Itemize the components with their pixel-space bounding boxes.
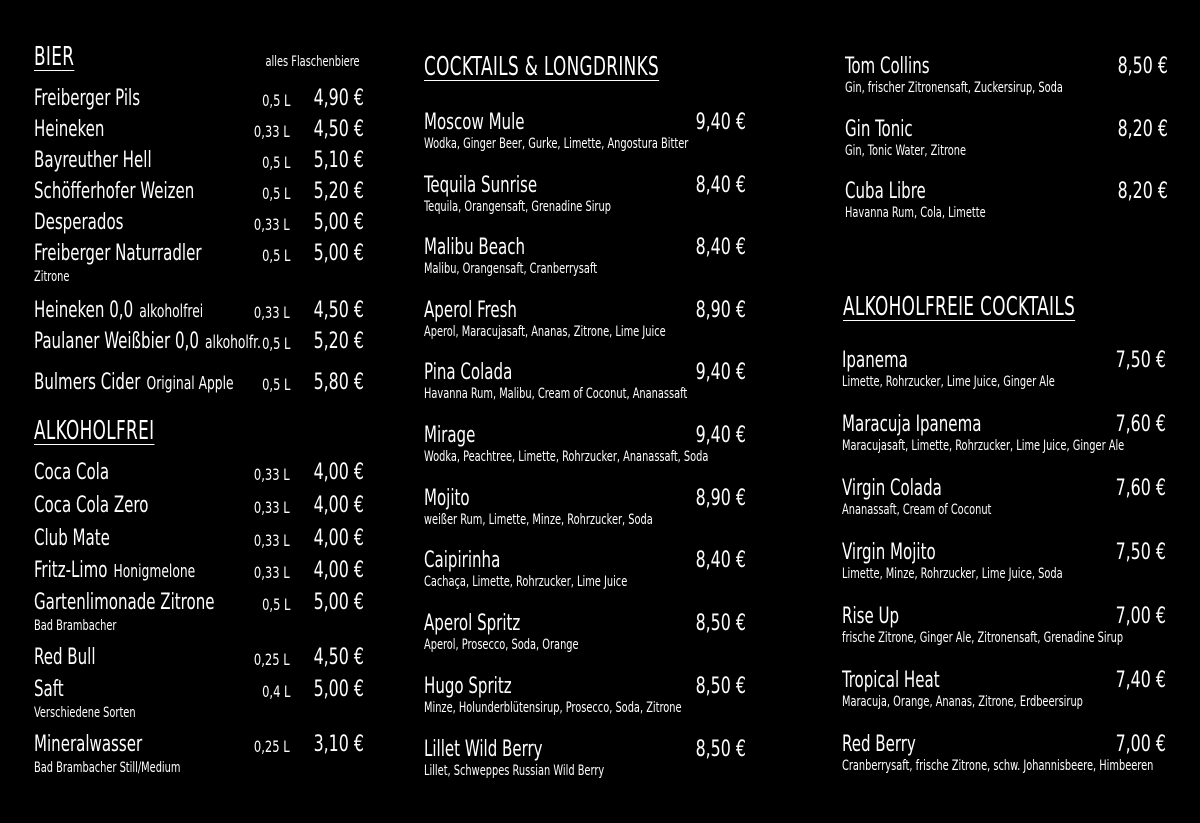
item-price: 8,50 €	[1117, 54, 1168, 79]
item-size: 0,5 L	[261, 595, 290, 614]
item-description: weißer Rum, Limette, Minze, Rohrzucker, Soda	[424, 512, 653, 528]
item-price: 4,00 €	[313, 460, 364, 485]
item-description: Cachaça, Limette, Rohrzucker, Lime Juice	[424, 574, 628, 590]
item-size: 0,4 L	[261, 682, 290, 701]
item-description: Gin, Tonic Water, Zitrone	[845, 143, 967, 159]
item-description: Aperol, Prosecco, Soda, Orange	[424, 637, 579, 653]
item-price: 4,00 €	[313, 558, 364, 583]
item-price: 5,00 €	[313, 210, 364, 235]
item-price: 8,90 €	[695, 298, 746, 323]
item-size: 0,33 L	[254, 465, 290, 484]
item-price: 9,40 €	[695, 110, 746, 135]
item-price: 9,40 €	[695, 360, 746, 385]
item-description: Wodka, Ginger Beer, Gurke, Limette, Angostura Bitter	[424, 136, 689, 152]
menu-item	[842, 732, 1166, 774]
item-price: 7,60 €	[1115, 476, 1166, 501]
item-name: Pina Colada	[424, 360, 513, 385]
menu-item	[424, 611, 746, 653]
item-price: 5,20 €	[313, 179, 364, 204]
item-size: 0,5 L	[261, 334, 290, 353]
item-description: Limette, Rohrzucker, Lime Juice, Ginger Ale	[842, 374, 1055, 390]
item-description: frische Zitrone, Ginger Ale, Zitronensaft, Grenadine Sirup	[842, 630, 1124, 646]
item-size: 0,5 L	[261, 375, 290, 394]
item-name: Tequila Sunrise	[424, 173, 538, 198]
cocktails-heading: COCKTAILS & LONGDRINKS	[424, 52, 660, 82]
item-description: Zitrone	[34, 269, 70, 285]
item-price: 5,10 €	[313, 148, 364, 173]
item-name: Schöfferhofer Weizen	[34, 179, 195, 204]
menu-item	[842, 540, 1166, 582]
item-price: 8,50 €	[695, 674, 746, 699]
item-name: Coca Cola Zero	[34, 493, 149, 518]
item-price: 4,50 €	[313, 117, 364, 142]
menu-item	[845, 117, 1168, 159]
menu-item	[424, 423, 746, 465]
menu-item	[34, 460, 364, 486]
item-description: Verschiedene Sorten	[34, 705, 136, 721]
item-size: 0,33 L	[254, 122, 290, 141]
alkoholfrei-heading: ALKOHOLFREI	[34, 416, 155, 446]
menu-item	[424, 173, 746, 215]
item-name: Red Berry	[842, 732, 916, 757]
menu-item	[34, 526, 364, 552]
item-price: 8,50 €	[695, 737, 746, 762]
item-size: 0,25 L	[254, 650, 290, 669]
menu-item	[842, 412, 1166, 454]
item-price: 7,00 €	[1115, 604, 1166, 629]
item-name: Freiberger Pils	[34, 86, 141, 111]
item-name: Saft	[34, 677, 64, 702]
menu-item	[424, 548, 746, 590]
menu-item	[34, 179, 364, 205]
menu-item	[424, 674, 746, 716]
item-size: 0,33 L	[254, 215, 290, 234]
menu-item	[845, 179, 1168, 221]
item-description: Havanna Rum, Malibu, Cream of Coconut, Ananassaft	[424, 386, 688, 402]
item-price: 5,00 €	[313, 590, 364, 615]
item-name: Freiberger Naturradler	[34, 241, 202, 266]
item-size: 0,33 L	[254, 303, 290, 322]
menu-item	[424, 360, 746, 402]
item-size: 0,33 L	[254, 531, 290, 550]
item-description: Malibu, Orangensaft, Cranberrysaft	[424, 261, 598, 277]
item-price: 5,00 €	[313, 241, 364, 266]
item-price: 7,60 €	[1115, 412, 1166, 437]
item-name: Moscow Mule	[424, 110, 525, 135]
item-size: 0,33 L	[254, 563, 290, 582]
item-name: Club Mate	[34, 526, 110, 551]
menu-item	[34, 298, 364, 324]
item-name: Gin Tonic	[845, 117, 913, 142]
item-name: Ipanema	[842, 348, 908, 373]
item-price: 8,90 €	[695, 486, 746, 511]
item-name: Aperol Spritz	[424, 611, 521, 636]
item-name: Heineken 0,0 alkoholfrei	[34, 298, 204, 323]
item-subtitle: Honigmelone	[113, 561, 196, 582]
menu-item	[842, 668, 1166, 710]
item-name: Caipirinha	[424, 548, 501, 573]
item-name: Paulaner Weißbier 0,0 alkoholfr.	[34, 329, 261, 354]
item-name: Virgin Mojito	[842, 540, 936, 565]
menu-item	[34, 677, 364, 721]
menu-item	[842, 604, 1166, 646]
item-price: 4,50 €	[313, 645, 364, 670]
item-description: Maracuja, Orange, Ananas, Zitrone, Erdbeersirup	[842, 694, 1083, 710]
menu-item	[842, 348, 1166, 390]
menu-item	[34, 645, 364, 671]
item-price: 8,40 €	[695, 548, 746, 573]
item-name: Bayreuther Hell	[34, 148, 152, 173]
item-size: 0,5 L	[261, 184, 290, 203]
item-description: Cranberrysaft, frische Zitrone, schw. Johannisbeere, Himbeeren	[842, 758, 1154, 774]
item-price: 5,80 €	[313, 370, 364, 395]
menu-item	[34, 210, 364, 236]
item-name: Fritz-Limo Honigmelone	[34, 558, 196, 583]
item-description: Ananassaft, Cream of Coconut	[842, 502, 992, 518]
menu-item	[34, 558, 364, 584]
bier-note: alles Flaschenbiere	[265, 54, 360, 70]
item-description: Maracujasaft, Limette, Rohrzucker, Lime Juice, Ginger Ale	[842, 438, 1125, 454]
menu-item	[34, 117, 364, 143]
menu-item	[842, 476, 1166, 518]
item-subtitle: alkoholfrei	[139, 301, 204, 322]
item-name: Tropical Heat	[842, 668, 940, 693]
item-description: Gin, frischer Zitronensaft, Zuckersirup, Soda	[845, 80, 1063, 96]
item-price: 7,50 €	[1115, 348, 1166, 373]
item-description: Aperol, Maracujasaft, Ananas, Zitrone, Lime Juice	[424, 324, 666, 340]
item-price: 8,20 €	[1117, 117, 1168, 142]
item-description: Wodka, Peachtree, Limette, Rohrzucker, Ananassaft, Soda	[424, 449, 709, 465]
item-price: 4,00 €	[313, 526, 364, 551]
item-description: Bad Brambacher Still/Medium	[34, 760, 181, 776]
item-price: 4,00 €	[313, 493, 364, 518]
item-name: Mineralwasser	[34, 732, 143, 757]
item-name: Mirage	[424, 423, 476, 448]
item-description: Tequila, Orangensaft, Grenadine Sirup	[424, 199, 611, 215]
item-description: Minze, Holunderblütensirup, Prosecco, Soda, Zitrone	[424, 700, 682, 716]
item-price: 5,00 €	[313, 677, 364, 702]
item-size: 0,5 L	[261, 153, 290, 172]
item-size: 0,33 L	[254, 498, 290, 517]
item-name: Desperados	[34, 210, 124, 235]
item-name: Mojito	[424, 486, 470, 511]
item-description: Havanna Rum, Cola, Limette	[845, 205, 986, 221]
item-name: Coca Cola	[34, 460, 110, 485]
menu-item	[424, 298, 746, 340]
item-name: Rise Up	[842, 604, 900, 629]
menu-item	[424, 486, 746, 528]
menu-item	[424, 235, 746, 277]
item-name: Virgin Colada	[842, 476, 942, 501]
item-description: Lillet, Schweppes Russian Wild Berry	[424, 763, 605, 779]
menu-item	[845, 54, 1168, 96]
item-size: 0,5 L	[261, 246, 290, 265]
item-price: 8,40 €	[695, 173, 746, 198]
menu-item	[34, 148, 364, 174]
item-subtitle: Original Apple	[146, 373, 234, 394]
item-price: 9,40 €	[695, 423, 746, 448]
alkoholfreie-cocktails-heading: ALKOHOLFREIE COCKTAILS	[843, 292, 1076, 322]
item-price: 7,40 €	[1115, 668, 1166, 693]
item-name: Maracuja Ipanema	[842, 412, 982, 437]
item-name: Aperol Fresh	[424, 298, 517, 323]
item-name: Hugo Spritz	[424, 674, 512, 699]
item-name: Lillet Wild Berry	[424, 737, 543, 762]
menu-item	[34, 590, 364, 634]
item-price: 3,10 €	[313, 732, 364, 757]
item-name: Heineken	[34, 117, 105, 142]
item-price: 4,90 €	[313, 86, 364, 111]
menu-item	[34, 493, 364, 519]
item-description: Bad Brambacher	[34, 618, 117, 634]
item-price: 7,00 €	[1115, 732, 1166, 757]
item-subtitle: alkoholfr.	[204, 332, 261, 353]
item-name: Malibu Beach	[424, 235, 526, 260]
item-price: 7,50 €	[1115, 540, 1166, 565]
item-price: 8,40 €	[695, 235, 746, 260]
item-price: 8,50 €	[695, 611, 746, 636]
item-price: 4,50 €	[313, 298, 364, 323]
menu-item	[424, 737, 746, 779]
menu-item	[34, 329, 364, 355]
menu-item	[34, 86, 364, 112]
bier-heading: BIER	[34, 42, 75, 72]
item-name: Red Bull	[34, 645, 96, 670]
item-name: Tom Collins	[845, 54, 930, 79]
item-name: Bulmers Cider Original Apple	[34, 370, 234, 395]
menu-item	[34, 370, 364, 396]
item-name: Cuba Libre	[845, 179, 926, 204]
menu-item	[424, 110, 746, 152]
menu-item	[34, 732, 364, 776]
menu-item	[34, 241, 364, 285]
item-size: 0,25 L	[254, 737, 290, 756]
item-name: Gartenlimonade Zitrone	[34, 590, 215, 615]
item-price: 5,20 €	[313, 329, 364, 354]
item-size: 0,5 L	[261, 91, 290, 110]
item-description: Limette, Minze, Rohrzucker, Lime Juice, Soda	[842, 566, 1063, 582]
item-price: 8,20 €	[1117, 179, 1168, 204]
